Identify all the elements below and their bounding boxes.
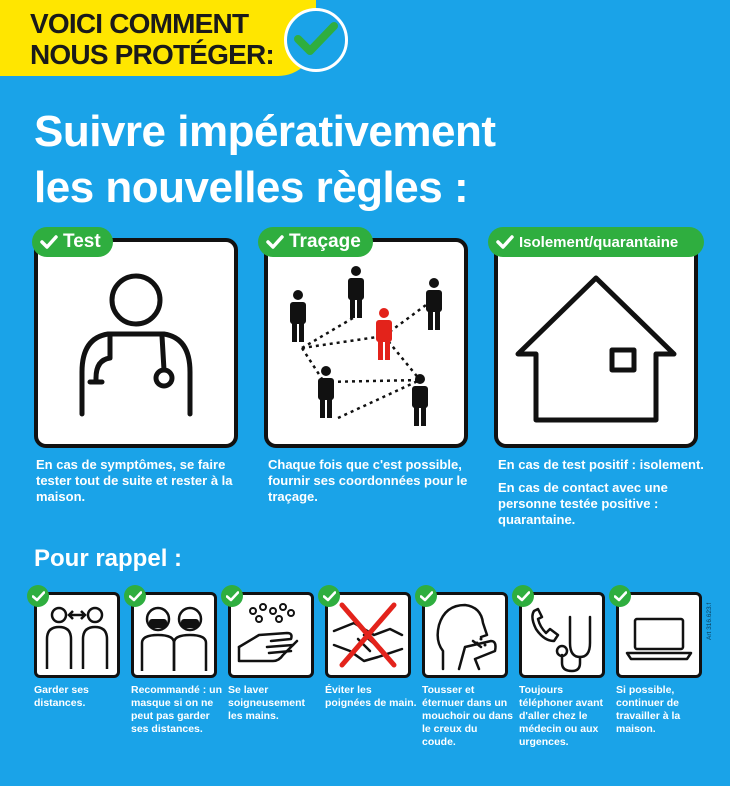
check-icon [27,585,49,607]
banner-line-1: VOICI COMMENT [30,8,249,39]
banner-line-2: NOUS PROTÉGER: [30,39,274,70]
card-label-tracing: Traçage [289,231,361,252]
card-desc-isolation: En cas de test positif : isolement. [498,457,704,472]
page-title [34,104,495,216]
check-icon [415,585,437,607]
card-label-test: Test [63,231,101,252]
headline-line-1: Suivre impérativement [34,107,496,156]
reminder-caption-phone: Toujours téléphoner avant d'aller chez le médecin ou aux urgences. [519,684,604,748]
wash-hands-icon [231,595,311,675]
laptop-icon [619,595,699,675]
reminder-cough-elbow [422,592,508,678]
banner-title [30,8,274,70]
check-icon [221,585,243,607]
check-icon [124,585,146,607]
phone-stethoscope-icon [522,595,602,675]
reminder-caption-masks: Recommandé : un masque si on ne peut pas garder ses distances. [131,684,223,735]
card-desc-tracing: Chaque fois que c'est possible, fournir ses coordonnées pour le traçage. [268,457,468,504]
reminder-caption-cough-elbow: Tousser et éternuer dans un mouchoir ou dans le creux du coude. [422,684,514,748]
headline-line-2: les nouvelles règles : [34,163,469,212]
reminder-caption-distance: Garder ses distances. [34,684,89,709]
reminder-distance [34,592,120,678]
distance-icon [37,595,117,675]
house-icon [498,242,694,444]
reminder-laptop [616,592,702,678]
section-title-reminder: Pour rappel : [34,545,183,572]
check-icon [609,585,631,607]
check-icon [318,585,340,607]
tab-tracing [258,227,373,257]
contact-tracing-icon [268,242,464,444]
card-test [34,238,238,448]
reminder-caption-laptop: Si possible, continuer de travailler à la maison. [616,684,681,735]
tab-test [32,227,113,257]
reminder-caption-no-handshake: Éviter les poignées de main. [325,684,417,709]
check-icon [496,234,514,250]
reminder-wash-hands [228,592,314,678]
check-icon [40,234,58,250]
card-desc-isolation-2: En cas de contact avec une personne testée positive : quarantaine. [498,480,668,527]
checkmark-icon [284,8,348,72]
check-icon [512,585,534,607]
reminder-caption-wash-hands: Se laver soigneusement les mains. [228,684,306,722]
card-desc-test: En cas de symptômes, se faire tester tout de suite et rester à la maison. [36,457,233,504]
reminder-masks [131,592,217,678]
article-number: Art 316.623.f [706,602,713,640]
reminder-no-handshake [325,592,411,678]
no-handshake-icon [328,595,408,675]
doctor-stethoscope-icon [38,242,234,444]
reminder-phone [519,592,605,678]
masks-icon [134,595,214,675]
card-label-isolation: Isolement/quarantaine [519,233,679,251]
card-tracing [264,238,468,448]
card-isolation [494,238,698,448]
check-icon [266,234,284,250]
tab-isolation [488,227,704,257]
top-banner [0,0,350,76]
cough-elbow-icon [425,595,505,675]
